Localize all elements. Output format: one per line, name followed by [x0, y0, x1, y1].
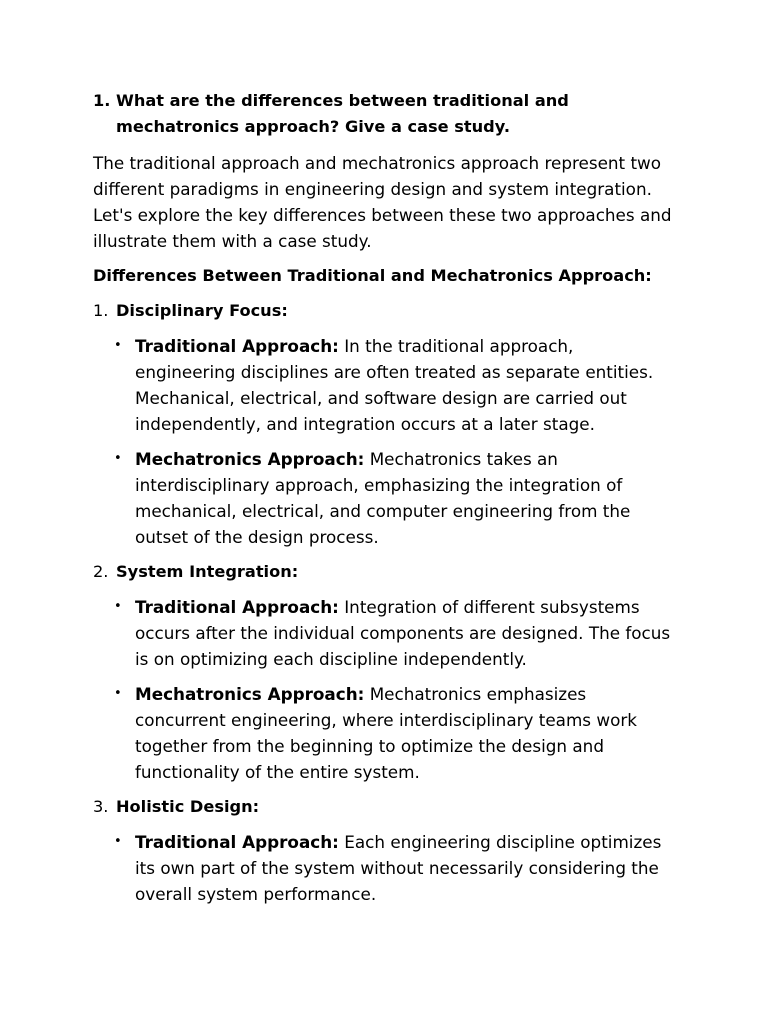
- intro-paragraph: The traditional approach and mechatronics approach represent two different paradigms in engineering design and system integration. Let's explore the key differences between these two approaches and illustrate them with a case study.: [93, 153, 672, 251]
- bullet-label: Traditional Approach:: [135, 597, 339, 617]
- bullet-item: [93, 681, 672, 785]
- bullet-text: Integration of different subsystems occurs after the individual components are designed. The focus is on optimizing each discipline independently.: [135, 597, 671, 669]
- bullet-text: Mechatronics emphasizes concurrent engineering, where interdisciplinary teams work together from the beginning to optimize the design and functionality of the entire system.: [135, 684, 637, 782]
- question-number: 1.: [93, 91, 111, 110]
- bullet-body: [135, 681, 672, 785]
- bullet-text: In the traditional approach, engineering disciplines are often treated as separate entities. Mechanical, electrical, and software design are carried out independently, and integration occurs at a later stage.: [135, 336, 654, 434]
- bullet-label: Traditional Approach:: [135, 832, 339, 852]
- bullet-text: Mechatronics takes an interdisciplinary approach, emphasizing the integration of mechanical, electrical, and computer engineering from the outset of the design process.: [135, 449, 631, 547]
- bullet-icon: •: [114, 599, 122, 614]
- bullet-body: [135, 333, 672, 437]
- bullet-icon: •: [114, 686, 122, 701]
- bullet-text: Each engineering discipline optimizes its own part of the system without necessarily considering the overall system performance.: [135, 832, 662, 904]
- section-number: 2.: [93, 562, 109, 581]
- section-title: Disciplinary Focus:: [116, 301, 288, 320]
- section-bullets-system-integration: [93, 594, 672, 785]
- bullet-item: [93, 333, 672, 437]
- bullet-label: Mechatronics Approach:: [135, 449, 365, 469]
- section-number: 1.: [93, 301, 109, 320]
- section-heading-holistic-design: [93, 794, 672, 820]
- section-heading-disciplinary-focus: [93, 298, 672, 324]
- differences-subheading: Differences Between Traditional and Mechatronics Approach:: [93, 266, 652, 285]
- bullet-icon: •: [114, 834, 122, 849]
- question-text: What are the differences between traditional and mechatronics approach? Give a case study.: [116, 91, 569, 136]
- bullet-item: [93, 594, 672, 672]
- section-bullets-holistic-design: [93, 829, 672, 907]
- bullet-body: [135, 829, 672, 907]
- bullet-item: [93, 829, 672, 907]
- bullet-item: [93, 446, 672, 550]
- section-title: Holistic Design:: [116, 797, 260, 816]
- bullet-body: [135, 446, 672, 550]
- section-bullets-disciplinary-focus: [93, 333, 672, 550]
- section-heading-system-integration: [93, 559, 672, 585]
- question-heading: [93, 88, 672, 140]
- section-number: 3.: [93, 797, 109, 816]
- bullet-icon: •: [114, 451, 122, 466]
- bullet-label: Mechatronics Approach:: [135, 684, 365, 704]
- bullet-body: [135, 594, 672, 672]
- section-title: System Integration:: [116, 562, 299, 581]
- bullet-label: Traditional Approach:: [135, 336, 339, 356]
- bullet-icon: •: [114, 338, 122, 353]
